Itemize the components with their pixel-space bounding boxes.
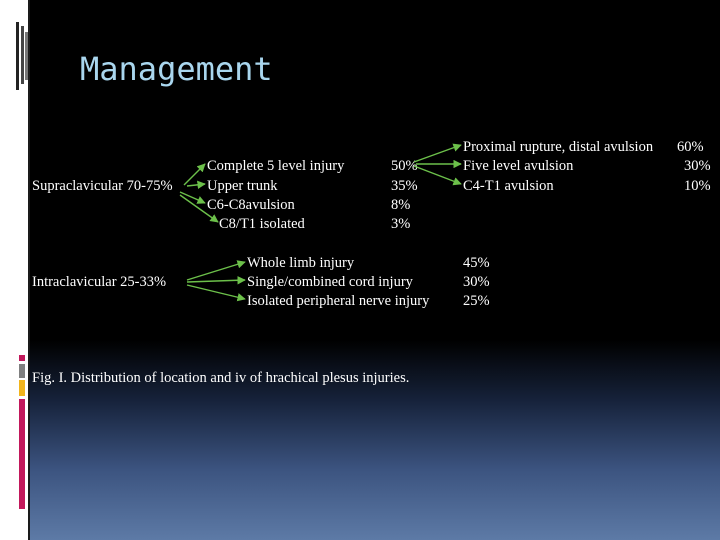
branch-c8-t1-isolated: C8/T1 isolated <box>219 216 305 232</box>
branch-complete-5-level: Complete 5 level injury <box>207 158 345 174</box>
branch-cord-injury: Single/combined cord injury <box>247 274 413 290</box>
branch-c8-t1-isolated-pct: 3% <box>391 216 411 232</box>
intraclavicular-label: Intraclavicular 25-33% <box>32 274 167 290</box>
subtype-c4-t1-avulsion: C4-T1 avulsion <box>463 178 554 194</box>
branch-c6-c8-avulsion-pct: 8% <box>391 197 411 213</box>
branch-whole-limb: Whole limb injury <box>247 255 355 271</box>
branch-peripheral-nerve: Isolated peripheral nerve injury <box>247 293 430 309</box>
slide-title: Management <box>80 50 273 88</box>
supraclavicular-label: Supraclavicular 70-75% <box>32 178 173 194</box>
arrow-supra-to-c8-t1 <box>180 195 218 222</box>
branch-complete-5-level-pct: 50% <box>391 158 418 174</box>
subtype-c4-t1-avulsion-pct: 10% <box>684 178 711 194</box>
subtype-proximal-rupture: Proximal rupture, distal avulsion <box>463 139 654 155</box>
branch-c6-c8-avulsion: C6-C8avulsion <box>207 197 295 213</box>
branch-upper-trunk-pct: 35% <box>391 178 418 194</box>
subtype-proximal-rupture-pct: 60% <box>677 139 704 155</box>
branch-cord-injury-pct: 30% <box>463 274 490 290</box>
branch-peripheral-nerve-pct: 25% <box>463 293 490 309</box>
branch-whole-limb-pct: 45% <box>463 255 490 271</box>
arrow-intra-to-cord <box>187 280 245 282</box>
arrow-supra-to-upper-trunk <box>187 184 205 186</box>
arrow-intra-to-whole-limb <box>187 262 245 280</box>
arrow-intra-to-peripheral <box>187 285 245 299</box>
subtype-five-level-avulsion: Five level avulsion <box>463 158 574 174</box>
arrow-complete-to-proximal <box>414 145 461 162</box>
subtype-five-level-avulsion-pct: 30% <box>684 158 711 174</box>
figure-caption: Fig. I. Distribution of location and iv of hrachical plesus injuries. <box>32 370 410 386</box>
arrow-complete-to-c4-t1 <box>414 166 461 184</box>
arrow-supra-to-complete <box>184 164 205 185</box>
branch-upper-trunk: Upper trunk <box>207 178 278 194</box>
